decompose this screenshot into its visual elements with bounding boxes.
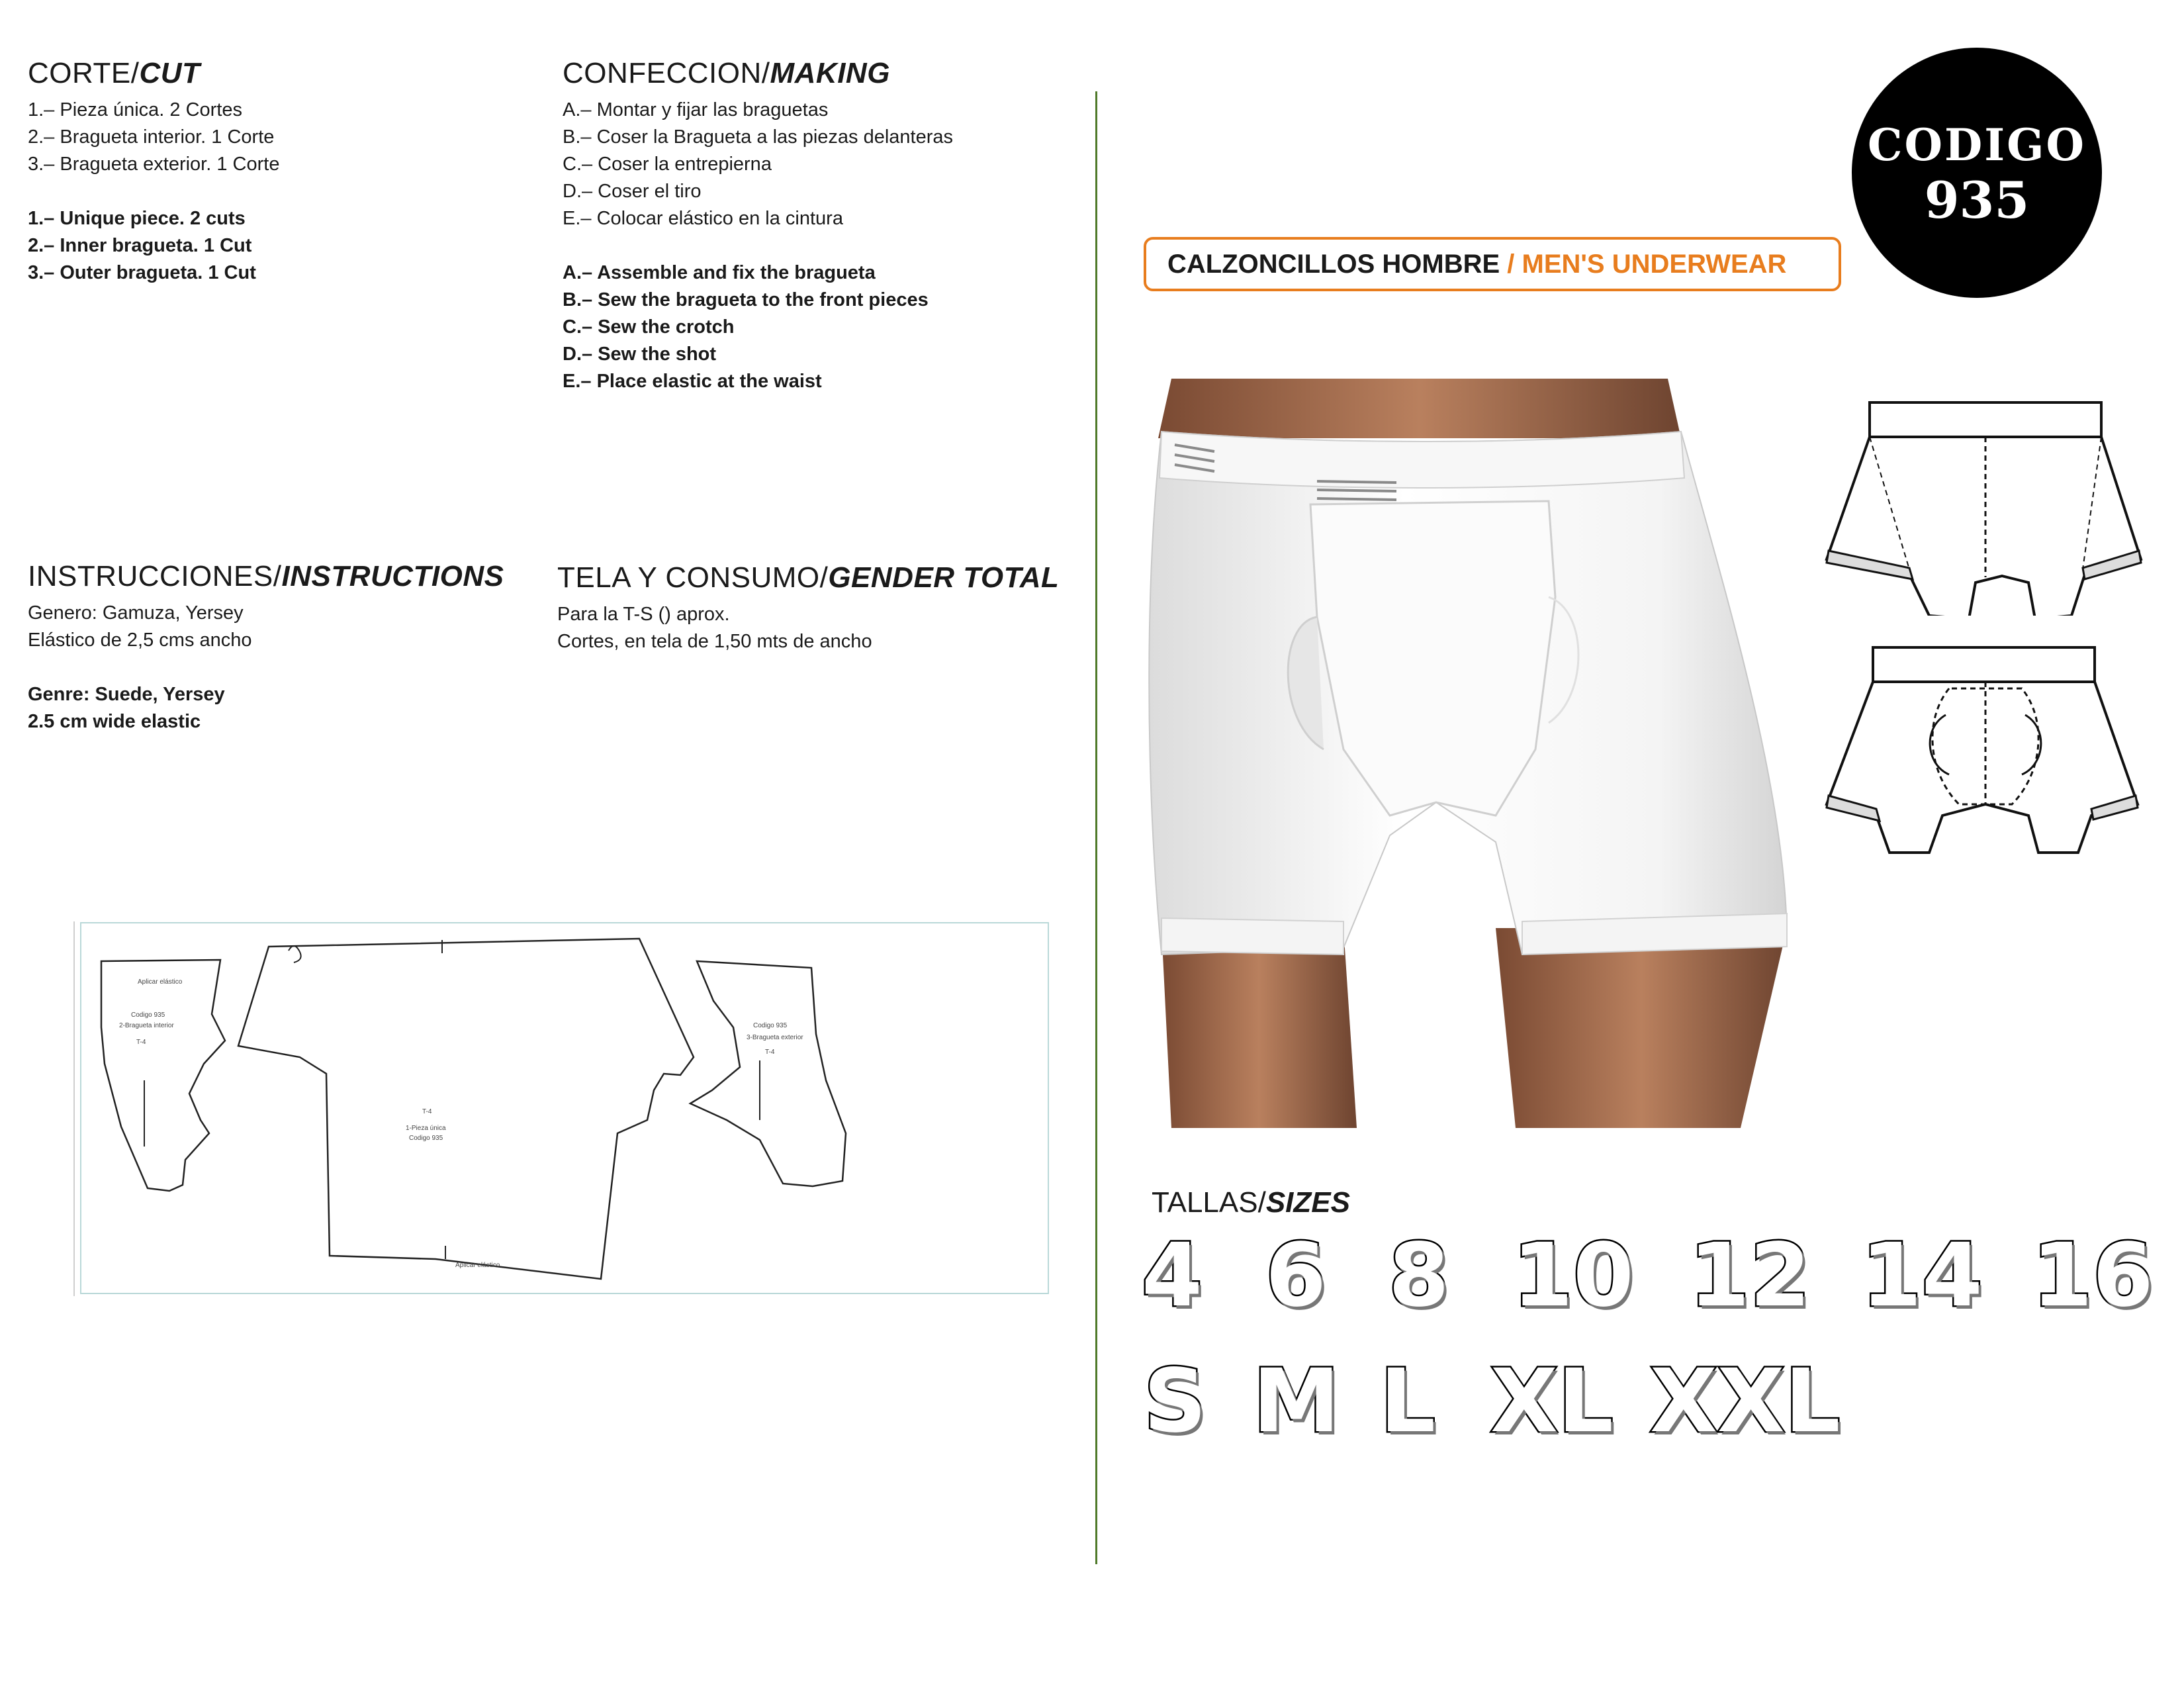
pattern-label: Aplicar elástico xyxy=(138,978,183,986)
code-label: CODIGO xyxy=(1868,119,2086,171)
making-step-es: E.– Colocar elástico en la cintura xyxy=(563,208,843,229)
pattern-label: T-4 xyxy=(136,1039,146,1046)
instruction-en: Genre: Suede, Yersey xyxy=(28,684,225,705)
size-12: 12 xyxy=(1689,1225,1811,1327)
making-step-en: B.– Sew the bragueta to the front pieces xyxy=(563,289,929,310)
cut-step-en: 3.– Outer bragueta. 1 Cut xyxy=(28,262,256,283)
code-number: 935 xyxy=(1924,171,2030,230)
product-separator: / xyxy=(1500,249,1522,279)
underwear-photo xyxy=(1125,379,1820,1128)
size-6: 6 xyxy=(1265,1225,1326,1327)
pattern-label: 1-Pieza única xyxy=(406,1125,446,1132)
inner-fly-piece xyxy=(101,960,225,1191)
main-piece xyxy=(238,939,694,1279)
sizes-title: TALLAS/SIZES xyxy=(1152,1186,1350,1219)
product-name-es: CALZONCILLOS HOMBRE xyxy=(1167,249,1500,279)
size-m: M xyxy=(1253,1350,1340,1452)
product-name-en: MEN'S UNDERWEAR xyxy=(1522,249,1787,279)
cut-step-en: 1.– Unique piece. 2 cuts xyxy=(28,208,246,229)
instruction-es: Elástico de 2,5 cms ancho xyxy=(28,630,252,651)
making-step-es: C.– Coser la entrepierna xyxy=(563,154,772,175)
instruction-en: 2.5 cm wide elastic xyxy=(28,711,201,732)
pattern-label: Aplicar elástico xyxy=(455,1262,500,1269)
cut-step-es: 1.– Pieza única. 2 Cortes xyxy=(28,99,243,120)
pattern-label: Codigo 935 xyxy=(131,1011,165,1019)
size-s: S xyxy=(1144,1350,1207,1452)
making-step-en: E.– Place elastic at the waist xyxy=(563,371,822,392)
making-step-es: A.– Montar y fijar las braguetas xyxy=(563,99,829,120)
cut-title: CORTE/CUT xyxy=(28,57,201,89)
sewing-pattern xyxy=(71,921,1051,1299)
pattern-label: Codigo 935 xyxy=(409,1135,443,1142)
pattern-label: 3-Bragueta exterior xyxy=(747,1034,803,1041)
size-4: 4 xyxy=(1142,1225,1203,1327)
code-badge xyxy=(1852,48,2102,298)
instructions-lines xyxy=(28,600,504,735)
fabric-line: Cortes, en tela de 1,50 mts de ancho xyxy=(557,631,872,652)
outer-fly-piece xyxy=(690,961,846,1186)
pattern-label: T-4 xyxy=(765,1049,775,1056)
boxer-back-sketch xyxy=(1810,642,2154,861)
making-step-es: D.– Coser el tiro xyxy=(563,181,702,202)
making-steps xyxy=(563,97,953,395)
cut-step-es: 3.– Bragueta exterior. 1 Corte xyxy=(28,154,280,175)
cut-steps xyxy=(28,97,279,287)
pattern-label: T-4 xyxy=(422,1108,432,1115)
size-8: 8 xyxy=(1388,1225,1449,1327)
instructions-title: INSTRUCCIONES/INSTRUCTIONS xyxy=(28,560,504,592)
boxer-front-sketch xyxy=(1810,397,2154,616)
making-step-en: A.– Assemble and fix the bragueta xyxy=(563,262,876,283)
instruction-es: Genero: Gamuza, Yersey xyxy=(28,602,244,624)
pattern-label: Codigo 935 xyxy=(753,1022,788,1029)
page-divider xyxy=(1095,91,1097,1564)
size-16: 16 xyxy=(2032,1225,2154,1327)
cut-step-en: 2.– Inner bragueta. 1 Cut xyxy=(28,235,252,256)
instructions-section xyxy=(28,560,504,735)
cut-step-es: 2.– Bragueta interior. 1 Corte xyxy=(28,126,275,148)
making-step-en: D.– Sew the shot xyxy=(563,344,717,365)
size-l: L xyxy=(1380,1350,1436,1452)
size-10: 10 xyxy=(1512,1225,1634,1327)
size-xxl: XXL xyxy=(1650,1350,1841,1452)
size-xl: XL xyxy=(1490,1350,1614,1452)
cut-section xyxy=(28,57,279,287)
making-section xyxy=(563,57,953,395)
making-step-es: B.– Coser la Bragueta a las piezas delanteras xyxy=(563,126,954,148)
pattern-label: 2-Bragueta interior xyxy=(119,1022,174,1029)
size-14: 14 xyxy=(1861,1225,1983,1327)
fabric-title: TELA Y CONSUMO/GENDER TOTAL xyxy=(557,561,1060,594)
fabric-lines xyxy=(557,601,1059,655)
making-title: CONFECCION/MAKING xyxy=(563,57,890,89)
fabric-line: Para la T-S () aprox. xyxy=(557,604,730,625)
product-title-box xyxy=(1144,237,1841,291)
fabric-section xyxy=(557,561,1059,655)
making-step-en: C.– Sew the crotch xyxy=(563,316,735,338)
